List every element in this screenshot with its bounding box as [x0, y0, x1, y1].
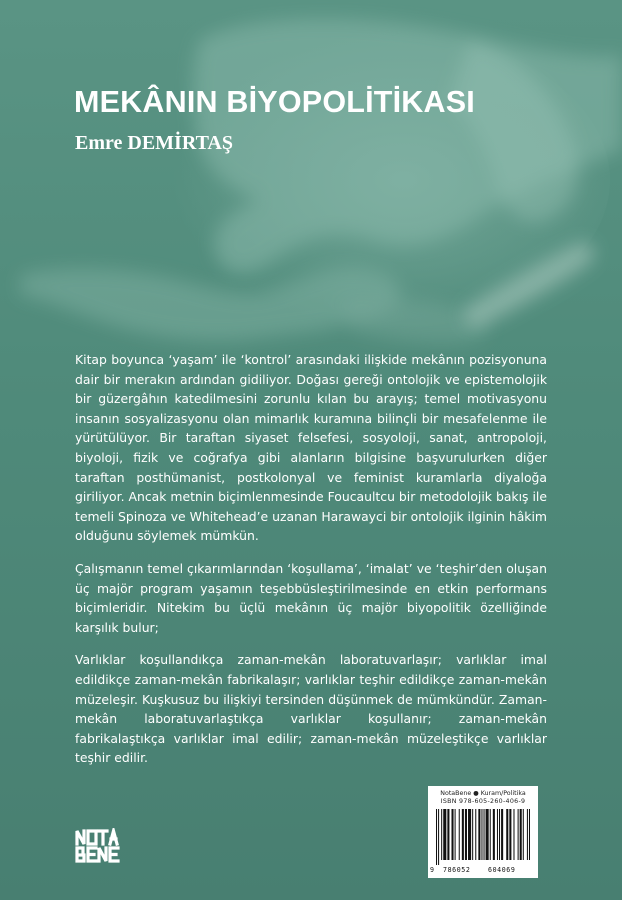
barcode-bar	[475, 809, 476, 860]
blurb-paragraph: Çalışmanın temel çıkarımlarından ‘koşullama’, ‘imalat’ ve ‘teşhir’den oluşan üç majör program yaşamın teşebbüsleştirilmesinde en etkin performans biçimleridir. Nitekim bu üçlü mekânın üç majör biyopolitik özelliğinde karşılık bulur;	[75, 560, 547, 635]
barcode-series-line: NotaBene ● Kuram/Politika	[440, 790, 526, 797]
isbn-barcode-label	[428, 786, 538, 878]
barcode-bar	[478, 809, 480, 860]
barcode-bar	[493, 809, 495, 860]
barcode-bar	[455, 809, 456, 860]
barcode-bar	[468, 809, 471, 860]
barcode-bar	[490, 809, 491, 860]
barcode-bar	[523, 809, 524, 860]
barcode-bar	[520, 809, 522, 860]
barcode-bar	[527, 809, 528, 860]
barcode-bar	[443, 809, 446, 860]
barcode-bar	[436, 809, 437, 865]
barcode-bar	[499, 809, 500, 860]
barcode-bar	[506, 809, 508, 860]
barcode-bar	[509, 809, 511, 860]
barcode-bar	[513, 809, 514, 860]
barcode-bar	[497, 809, 498, 860]
barcode-bar	[459, 809, 460, 860]
barcode-bar	[472, 809, 473, 860]
barcode-bars	[436, 809, 530, 865]
barcode-bar	[441, 809, 442, 860]
barcode-bar	[518, 809, 519, 860]
barcode-digits	[428, 866, 538, 876]
nota-bene-logo	[75, 828, 121, 864]
barcode-bar	[484, 809, 485, 860]
barcode-bar	[451, 809, 453, 860]
barcode-digits-lead: 9	[430, 866, 435, 874]
book-title: MEKÂNIN BİYOPOLİTİKASI	[74, 85, 475, 119]
blurb-paragraph: Varlıklar koşullandıkça zaman-mekân laboratuvarlaşır; varlıklar imal edildikçe zaman-mekân fabrikalaşır; varlıklar teşhir edildikçe zaman-mekân müzeleşir. Kuşkusuz bu ilişkiyi tersinden düşünmek de mümkündür. Zaman-mekân laboratuvarlaştıkça varlıklar koşullanır; zaman-mekân fabrikalaştıkça varlıklar imal edilir; zaman-mekân müzeleştikçe varlıklar teşhir edilir.	[75, 652, 547, 766]
barcode-bar	[447, 809, 449, 860]
barcode-isbn-line: ISBN 978-605-260-406-9	[440, 798, 526, 805]
blurb-paragraph: Kitap boyunca ‘yaşam’ ile ‘kontrol’ arasındaki ilişkide mekânın pozisyonuna dair bir merakın ardından gidiliyor. Doğası gereği ontolojik ve epistemolojik bir güzergâhın katedilmesini zorunlu kılan bu arayış; temel motivasyonu insanın sosyalizasyonu olan mimarlık kuramına bilinçli bir mesafelenme ile yürütülüyor. Bir taraftan siyaset felsefesi, sosyoloji, sanat, antropoloji, biyoloji, fizik ve coğrafya gibi alanların bilgisine başvurulurken diğer taraftan posthümanist, postkolonyal ve feminist kuramlarla diyaloğa giriliyor. Ancak metnin biçimlenmesinde Foucaultcu bir metodolojik bakış ile temeli Spinoza ve Whitehead’e uzanan Harawayci bir ontolojik ilginin hâkim olduğunu söylemek mümkün.	[75, 352, 547, 544]
book-author: Emre DEMİRTAŞ	[75, 132, 233, 154]
barcode-digits-right: 604069	[488, 866, 516, 874]
barcode-bar	[481, 809, 482, 860]
barcode-bar	[462, 809, 464, 860]
barcode-bar	[501, 809, 503, 860]
barcode-bar	[486, 809, 489, 860]
barcode-bar	[465, 809, 467, 860]
barcode-bar	[438, 809, 439, 865]
barcode-bar	[529, 809, 530, 860]
back-cover-blurb	[75, 350, 547, 781]
barcode-digits-left: 786052	[443, 866, 471, 874]
